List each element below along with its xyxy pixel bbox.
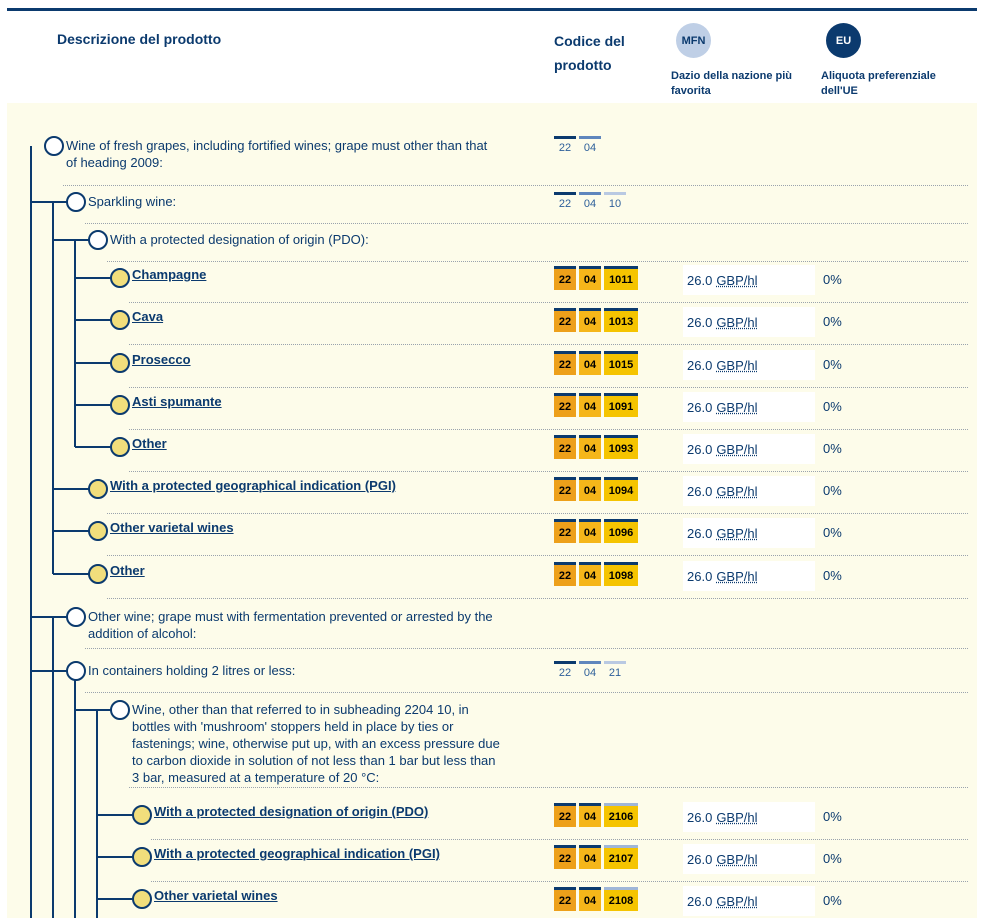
description-line[interactable]: Asti spumante <box>132 394 222 409</box>
description-line: Sparkling wine: <box>88 194 177 209</box>
tree-branch-line <box>75 277 111 279</box>
code-segment: 22 <box>554 435 576 459</box>
mfn-duty-cell <box>683 886 815 916</box>
code-segment: 2108 <box>604 887 638 911</box>
duty-unit: GBP/hl <box>716 357 758 373</box>
duty-value: 26.0 <box>687 399 713 415</box>
commodity-code <box>554 845 641 869</box>
eu-preferential-rate: 0% <box>823 314 842 329</box>
code-segment: 04 <box>579 477 601 501</box>
mfn-badge-icon: MFN <box>676 23 711 58</box>
description-line[interactable]: Prosecco <box>132 352 191 367</box>
code-segment: 04 <box>579 803 601 827</box>
commodity-code <box>554 477 641 501</box>
commodity-code <box>554 519 641 543</box>
duty-value: 26.0 <box>687 441 713 457</box>
duty-value: 26.0 <box>687 272 713 288</box>
product-link[interactable] <box>110 477 396 494</box>
product-description <box>110 231 369 248</box>
tree-branch-line <box>75 709 111 711</box>
commodity-code <box>554 351 641 375</box>
product-description <box>88 608 493 642</box>
code-segment: 2107 <box>604 845 638 869</box>
duty-unit: GBP/hl <box>716 483 758 499</box>
commodity-code <box>554 435 641 459</box>
row-separator <box>129 344 968 345</box>
duty-unit: GBP/hl <box>716 851 758 867</box>
branch-node-icon <box>44 136 64 156</box>
description-line[interactable]: Other <box>132 436 167 451</box>
leaf-node-icon[interactable] <box>110 268 130 288</box>
leaf-node-icon[interactable] <box>110 437 130 457</box>
tree-branch-line <box>97 898 133 900</box>
tree-branch-line <box>31 670 67 672</box>
eu-preferential-rate: 0% <box>823 893 842 908</box>
mfn-duty-cell <box>683 802 815 832</box>
row-separator <box>129 302 968 303</box>
code-segment: 1094 <box>604 477 638 501</box>
eu-preferential-rate: 0% <box>823 568 842 583</box>
description-line: 3 bar, measured at a temperature of 20 °C: <box>132 770 380 785</box>
commodity-code <box>554 562 641 586</box>
mfn-duty-cell <box>683 307 815 337</box>
description-line[interactable]: With a protected geographical indication (PGI) <box>110 478 396 493</box>
commodity-code <box>554 887 641 911</box>
commodity-code <box>554 266 641 290</box>
description-line: to carbon dioxide in solution of not less than 1 bar but less than <box>132 753 496 768</box>
leaf-node-icon[interactable] <box>132 847 152 867</box>
code-segment: 1091 <box>604 393 638 417</box>
row-separator <box>107 598 968 599</box>
row-separator <box>63 185 968 186</box>
description-line[interactable]: Cava <box>132 309 164 324</box>
description-line[interactable]: Champagne <box>132 267 207 282</box>
code-segment: 1015 <box>604 351 638 375</box>
description-line[interactable]: With a protected geographical indication (PGI) <box>154 846 440 861</box>
product-link[interactable] <box>154 845 440 862</box>
duty-unit: GBP/hl <box>716 893 758 909</box>
tree-branch-line <box>97 856 133 858</box>
product-link[interactable] <box>110 519 234 536</box>
code-segment: 04 <box>579 308 601 332</box>
product-link[interactable] <box>110 562 145 579</box>
code-segment: 04 <box>579 661 601 682</box>
code-segment: 22 <box>554 308 576 332</box>
branch-node-icon <box>88 230 108 250</box>
description-line: fastenings; wine, otherwise put up, with an excess pressure due <box>132 736 500 751</box>
leaf-node-icon[interactable] <box>132 889 152 909</box>
tree-branch-line <box>75 446 111 448</box>
row-separator <box>107 261 968 262</box>
product-description <box>88 193 176 210</box>
code-segment: 22 <box>554 887 576 911</box>
leaf-node-icon[interactable] <box>110 395 130 415</box>
description-line[interactable]: Other varietal wines <box>154 888 278 903</box>
code-segment: 22 <box>554 266 576 290</box>
product-description <box>66 137 487 171</box>
code-segment: 1011 <box>604 266 638 290</box>
eu-preferential-rate: 0% <box>823 272 842 287</box>
eu-preferential-rate: 0% <box>823 851 842 866</box>
code-segment: 22 <box>554 661 576 682</box>
branch-node-icon <box>66 607 86 627</box>
row-separator <box>129 471 968 472</box>
code-segment: 04 <box>579 192 601 213</box>
description-line: Other wine; grape must with fermentation prevented or arrested by the <box>88 609 493 624</box>
leaf-node-icon[interactable] <box>88 521 108 541</box>
code-segment: 22 <box>554 136 576 157</box>
description-line: Wine of fresh grapes, including fortified wines; grape must other than that <box>66 138 488 153</box>
product-link[interactable] <box>132 351 191 368</box>
row-separator <box>85 223 968 224</box>
eu-preferential-rate: 0% <box>823 809 842 824</box>
duty-unit: GBP/hl <box>716 441 758 457</box>
description-line: Wine, other than that referred to in subheading 2204 10, in <box>132 702 469 717</box>
product-link[interactable] <box>132 308 163 325</box>
tree-connector-line <box>74 240 76 447</box>
code-segment: 22 <box>554 192 576 213</box>
code-segment: 04 <box>579 136 601 157</box>
commodity-code <box>554 661 629 682</box>
description-line: With a protected designation of origin (PDO): <box>110 232 369 247</box>
code-segment: 04 <box>579 393 601 417</box>
code-segment: 2106 <box>604 803 638 827</box>
description-line: addition of alcohol: <box>88 626 197 641</box>
code-segment: 04 <box>579 435 601 459</box>
branch-node-icon <box>110 700 130 720</box>
duty-unit: GBP/hl <box>716 399 758 415</box>
eu-preferential-rate: 0% <box>823 399 842 414</box>
tree-connector-line <box>52 617 54 918</box>
duty-value: 26.0 <box>687 851 713 867</box>
eu-badge-icon: EU <box>826 23 861 58</box>
tree-branch-line <box>53 488 89 490</box>
code-segment: 04 <box>579 519 601 543</box>
duty-value: 26.0 <box>687 314 713 330</box>
duty-value: 26.0 <box>687 483 713 499</box>
product-link[interactable] <box>154 803 428 820</box>
row-separator <box>107 555 968 556</box>
mfn-duty-cell <box>683 518 815 548</box>
mfn-duty-cell <box>683 350 815 380</box>
code-segment: 04 <box>579 887 601 911</box>
tree-branch-line <box>75 319 111 321</box>
eu-preferential-rate: 0% <box>823 483 842 498</box>
duty-unit: GBP/hl <box>716 568 758 584</box>
code-segment: 22 <box>554 803 576 827</box>
code-segment: 1013 <box>604 308 638 332</box>
code-segment: 04 <box>579 266 601 290</box>
eu-preferential-rate: 0% <box>823 357 842 372</box>
row-separator <box>129 387 968 388</box>
leaf-node-icon[interactable] <box>132 805 152 825</box>
duty-value: 26.0 <box>687 525 713 541</box>
code-segment: 04 <box>579 845 601 869</box>
commodity-code <box>554 192 629 213</box>
code-segment: 04 <box>579 351 601 375</box>
description-line[interactable]: Other <box>110 563 145 578</box>
product-description <box>132 701 500 786</box>
code-segment: 22 <box>554 351 576 375</box>
commodity-code <box>554 393 641 417</box>
commodity-code <box>554 308 641 332</box>
row-separator <box>85 648 968 649</box>
eu-preferential-rate: 0% <box>823 525 842 540</box>
duty-value: 26.0 <box>687 809 713 825</box>
code-segment: 22 <box>554 393 576 417</box>
commodity-code <box>554 803 641 827</box>
product-link[interactable] <box>132 393 222 410</box>
row-separator <box>107 513 968 514</box>
commodity-code <box>554 136 604 157</box>
tree-branch-line <box>75 404 111 406</box>
tree-branch-line <box>97 814 133 816</box>
duty-unit: GBP/hl <box>716 525 758 541</box>
code-segment: 1098 <box>604 562 638 586</box>
tree-connector-line <box>30 146 32 918</box>
duty-unit: GBP/hl <box>716 809 758 825</box>
tree-branch-line <box>31 616 67 618</box>
product-link[interactable] <box>132 435 167 452</box>
leaf-node-icon[interactable] <box>88 564 108 584</box>
row-separator <box>151 839 968 840</box>
row-separator <box>85 692 968 693</box>
row-separator <box>129 429 968 430</box>
leaf-node-icon[interactable] <box>110 310 130 330</box>
description-line: In containers holding 2 litres or less: <box>88 663 296 678</box>
duty-value: 26.0 <box>687 568 713 584</box>
description-line[interactable]: Other varietal wines <box>110 520 234 535</box>
mfn-column-header: Dazio della nazione più favorita <box>671 70 793 97</box>
mfn-duty-cell <box>683 434 815 464</box>
row-separator <box>151 881 968 882</box>
branch-node-icon <box>66 192 86 212</box>
code-segment: 21 <box>604 661 626 682</box>
product-description <box>88 662 295 679</box>
tree-branch-line <box>31 201 67 203</box>
tree-branch-line <box>53 530 89 532</box>
eu-column-header: Aliquota preferenziale dell'UE <box>821 70 936 97</box>
product-link[interactable] <box>154 887 278 904</box>
mfn-duty-cell <box>683 476 815 506</box>
branch-node-icon <box>66 661 86 681</box>
code-segment: 22 <box>554 562 576 586</box>
leaf-node-icon[interactable] <box>110 353 130 373</box>
description-line: bottles with 'mushroom' stoppers held in place by ties or <box>132 719 454 734</box>
duty-value: 26.0 <box>687 893 713 909</box>
tree-branch-line <box>53 573 89 575</box>
duty-unit: GBP/hl <box>716 314 758 330</box>
description-column-header: Descrizione del prodotto <box>57 31 222 47</box>
mfn-duty-cell <box>683 844 815 874</box>
description-line[interactable]: With a protected designation of origin (PDO) <box>154 804 429 819</box>
code-segment: 22 <box>554 477 576 501</box>
code-segment: 1096 <box>604 519 638 543</box>
duty-value: 26.0 <box>687 357 713 373</box>
code-segment: 1093 <box>604 435 638 459</box>
mfn-duty-cell <box>683 561 815 591</box>
product-link[interactable] <box>132 266 206 283</box>
code-segment: 04 <box>579 562 601 586</box>
code-column-header: Codice del prodotto <box>554 33 625 73</box>
duty-unit: GBP/hl <box>716 272 758 288</box>
table-header <box>7 8 977 106</box>
leaf-node-icon[interactable] <box>88 479 108 499</box>
tree-branch-line <box>53 239 89 241</box>
product-tree <box>7 103 977 918</box>
tree-connector-line <box>52 202 54 574</box>
eu-preferential-rate: 0% <box>823 441 842 456</box>
code-segment: 22 <box>554 845 576 869</box>
code-segment: 22 <box>554 519 576 543</box>
row-separator <box>129 787 968 788</box>
code-segment: 10 <box>604 192 626 213</box>
mfn-duty-cell <box>683 392 815 422</box>
tree-branch-line <box>75 362 111 364</box>
description-line: of heading 2009: <box>66 155 163 170</box>
mfn-duty-cell <box>683 265 815 295</box>
